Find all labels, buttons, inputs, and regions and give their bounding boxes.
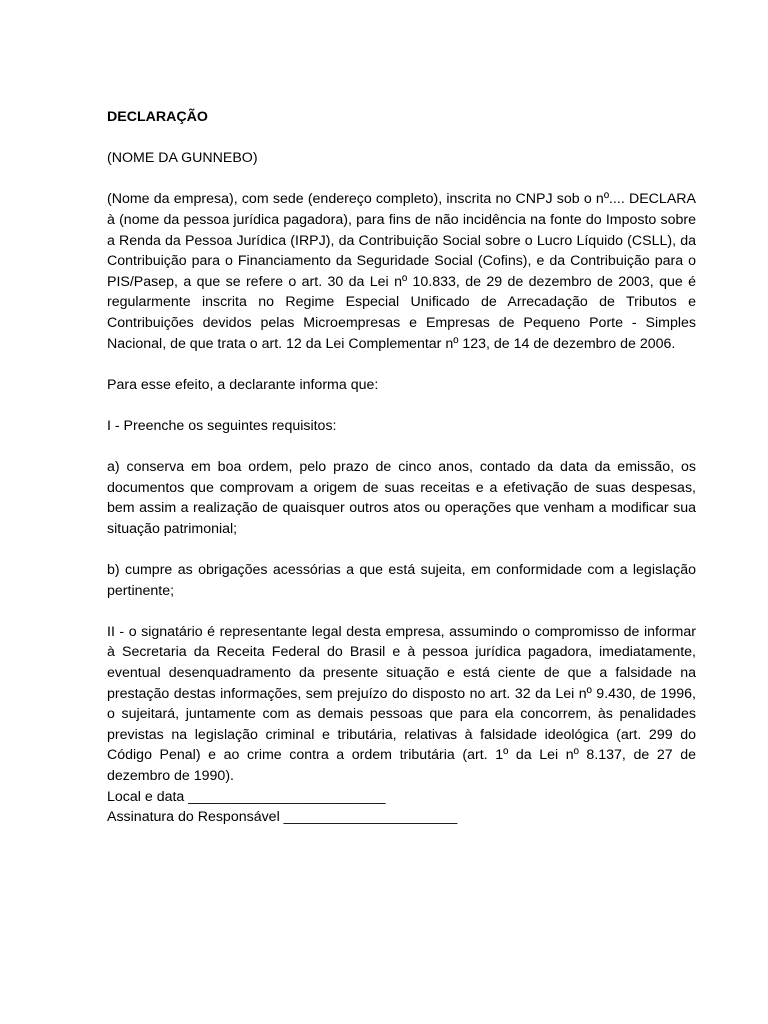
effect-paragraph: Para esse efeito, a declarante informa que: [107,376,379,393]
company-header: (NOME DA GUNNEBO) [107,150,258,167]
document-title: DECLARAÇÃO [107,109,208,125]
signature-line: Assinatura do Responsável ______________________ [107,809,458,826]
item-a: a) conserva em boa ordem, pelo prazo de cinco anos, contado da data da emissão, os documentos que comprovam a origem de suas receitas e a efetivação de suas despesas, bem assim a realização de quaisquer outros atos ou operações que venham a modificar sua situação patrimonial; [107,459,696,537]
item-i: I - Preenche os seguintes requisitos: [107,417,337,434]
document-page [107,107,696,828]
item-ii: II - o signatário é representante legal desta empresa, assumindo o compromisso de informar à Secretaria da Receita Federal do Brasil e à pessoa jurídica pagadora, imediatamente, eventual desenquadramento da presente situação e está ciente de que a falsidade na prestação destas informações, sem prejuízo do disposto no art. 32 da Lei nº 9.430, de 1996, o sujeitará, juntamente com as demais pessoas que para ela concorrem, às penalidades previstas na legislação criminal e tributária, relativas à falsidade ideológica (art. 299 do Código Penal) e ao crime contra a ordem tributária (art. 1º da Lei nº 8.137, de 27 de dezembro de 1990). [107,623,696,784]
declaration-paragraph: (Nome da empresa), com sede (endereço completo), inscrita no CNPJ sob o nº.... DECLARA à (nome da pessoa jurídica pagadora), para fins de não incidência na fonte do Imposto sobre a Renda da Pessoa Jurídica (IRPJ), da Contribuição Social sobre o Lucro Líquido (CSLL), da Contribuição para o Financiamento da Seguridade Social (Cofins), e da Contribuição para o PIS/Pasep, a que se refere o art. 30 da Lei nº 10.833, de 29 de dezembro de 2003, que é regularmente inscrita no Regime Especial Unificado de Arrecadação de Tributos e Contribuições devidos pelas Microempresas e Empresas de Pequeno Porte - Simples Nacional, de que trata o art. 12 da Lei Complementar nº 123, de 14 de dezembro de 2006. [107,191,696,352]
local-date-line: Local e data _________________________ [107,788,386,805]
item-b: b) cumpre as obrigações acessórias a que está sujeita, em conformidade com a legislação pertinente; [107,562,696,599]
